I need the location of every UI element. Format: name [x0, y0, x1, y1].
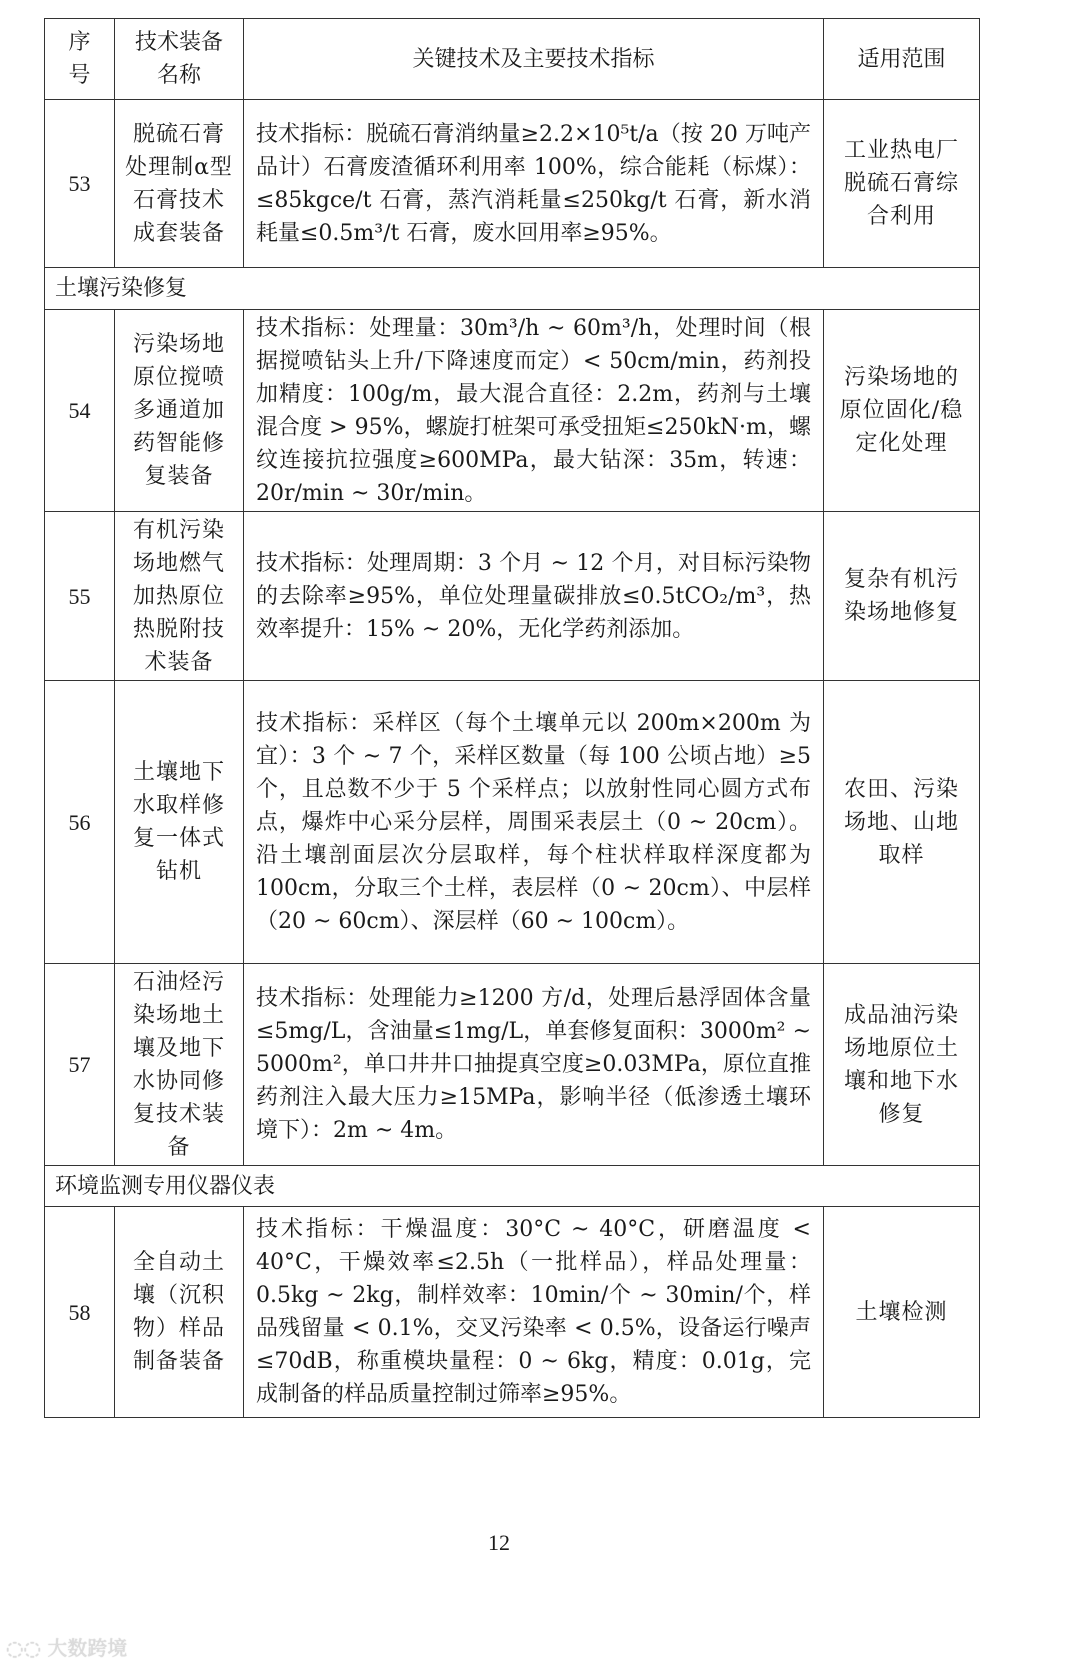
section-title: 土壤污染修复: [45, 268, 980, 310]
row-number: 57: [45, 964, 115, 1166]
row-number: 53: [45, 100, 115, 268]
application-scope: 复杂有机污染场地修复: [824, 512, 980, 681]
application-scope: 农田、污染场地、山地取样: [824, 681, 980, 964]
row-number: 56: [45, 681, 115, 964]
watermark-logo: ◌◌ 大数跨境: [6, 1636, 128, 1660]
technical-specs: 技术指标：脱硫石膏消纳量≥2.2×10⁵t/a（按 20 万吨产品计）石膏废渣循环利用率 100%，综合能耗（标煤）：≤85kgce/t 石膏，蒸汽消耗量≤250kg/t 石膏，新水消耗量≤0.5m³/t 石膏，废水回用率≥95%。: [244, 100, 824, 268]
row-number: 55: [45, 512, 115, 681]
equipment-name: 污染场地原位搅喷多通道加药智能修复装备: [115, 310, 244, 512]
table-header: [45, 19, 980, 100]
equipment-name: 土壤地下水取样修复一体式钻机: [115, 681, 244, 964]
equipment-name: 有机污染场地燃气加热原位热脱附技术装备: [115, 512, 244, 681]
equipment-name: 石油烃污染场地土壤及地下水协同修复技术装备: [115, 964, 244, 1166]
application-scope: 工业热电厂脱硫石膏综合利用: [824, 100, 980, 268]
header-number: 序号: [45, 19, 115, 100]
technical-specs: 技术指标：处理量：30m³/h ~ 60m³/h，处理时间（根据搅喷钻头上升/下降速度而定）< 50cm/min，药剂投加精度：100g/m，最大混合直径：2.2m，药剂与土壤混合度 > 95%，螺旋打桩架可承受扭矩≤250kN·m，螺纹连接抗拉强度≥600MPa，最大钻深：35m，转速：20r/min ~ 30r/min。: [244, 310, 824, 512]
row-number: 54: [45, 310, 115, 512]
table-row: [45, 1207, 980, 1418]
technical-specs: 技术指标：干燥温度：30°C ~ 40°C，研磨温度 < 40°C，干燥效率≤2.5h（一批样品），样品处理量：0.5kg ~ 2kg，制样效率：10min/个 ~ 30min/个，样品残留量 < 0.1%，交叉污染率 < 0.5%，设备运行噪声≤70dB，称重模块量程：0 ~ 6kg，精度：0.01g，完成制备的样品质量控制过筛率≥95%。: [244, 1207, 824, 1418]
equipment-table: [44, 18, 980, 1418]
page-number: 12: [488, 1530, 510, 1555]
header-specs: 关键技术及主要技术指标: [244, 19, 824, 100]
row-number: 58: [45, 1207, 115, 1418]
header-scope: 适用范围: [824, 19, 980, 100]
equipment-name: 全自动土壤（沉积物）样品制备装备: [115, 1207, 244, 1418]
section-title: 环境监测专用仪器仪表: [45, 1166, 980, 1207]
technical-specs: 技术指标：处理能力≥1200 方/d，处理后悬浮固体含量≤5mg/L，含油量≤1mg/L，单套修复面积：3000m² ~ 5000m²，单口井井口抽提真空度≥0.03MPa，原位直推药剂注入最大压力≥15MPa，影响半径（低渗透土壤环境下）：2m ~ 4m。: [244, 964, 824, 1166]
table-row: [45, 964, 980, 1166]
table-row: [45, 681, 980, 964]
table-row: [45, 310, 980, 512]
technical-specs: 技术指标：采样区（每个土壤单元以 200m×200m 为宜）：3 个 ~ 7 个，采样区数量（每 100 公顷占地）≥5 个，且总数不少于 5 个采样点；以放射性同心圆方式布点，爆炸中心采分层样，周围采表层土（0 ~ 20cm）。沿土壤剖面层次分层取样，每个柱状样取样深度都为 100cm，分取三个土样，表层样（0 ~ 20cm）、中层样（20 ~ 60cm）、深层样（60 ~ 100cm）。: [244, 681, 824, 964]
technical-specs: 技术指标：处理周期：3 个月 ~ 12 个月，对目标污染物的去除率≥95%，单位处理量碳排放≤0.5tCO₂/m³，热效率提升：15% ~ 20%，无化学药剂添加。: [244, 512, 824, 681]
section-row: [45, 268, 980, 310]
table-row: [45, 100, 980, 268]
application-scope: 成品油污染场地原位土壤和地下水修复: [824, 964, 980, 1166]
application-scope: 污染场地的原位固化/稳定化处理: [824, 310, 980, 512]
equipment-name: 脱硫石膏处理制α型石膏技术成套装备: [115, 100, 244, 268]
header-name: 技术装备名称: [115, 19, 244, 100]
section-row: [45, 1166, 980, 1207]
application-scope: 土壤检测: [824, 1207, 980, 1418]
table-row: [45, 512, 980, 681]
